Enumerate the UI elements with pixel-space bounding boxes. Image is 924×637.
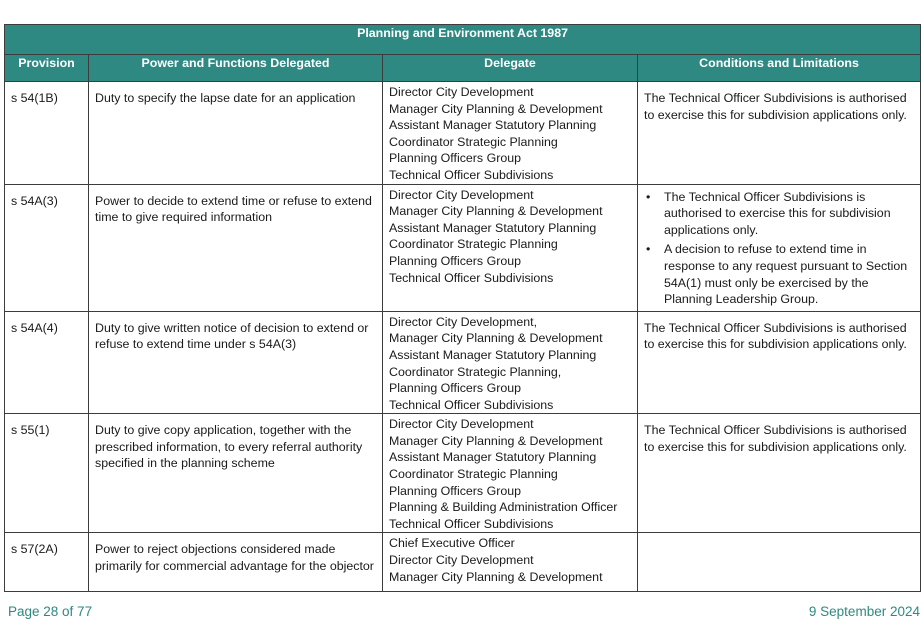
table-row [5, 533, 921, 592]
header-conditions: Conditions and Limitations [638, 55, 921, 82]
delegate-item: Director City Development [389, 187, 534, 202]
delegate-item: Planning Officers Group [389, 151, 522, 166]
bullet-icon: • [646, 189, 651, 204]
delegate-item: Planning & Building Administration Officer [389, 500, 618, 515]
delegate-item: Assistant Manager Statutory Planning [389, 220, 597, 235]
delegate-item: Director City Development [389, 417, 534, 432]
delegate-item: Manager City Planning & Development [389, 569, 603, 584]
conditions-cell: The Technical Officer Subdivisions is authorised to exercise this for subdivision applications only. [638, 311, 921, 414]
condition-text: A decision to refuse to extend time in response to any request pursuant to Section 54A(1) must only be exercised by the Planning Leadership Group. [664, 242, 908, 307]
delegate-cell [383, 184, 638, 311]
delegation-table [4, 24, 921, 592]
header-provision: Provision [5, 55, 89, 82]
table-row [5, 82, 921, 185]
delegate-item: Manager City Planning & Development [389, 204, 603, 219]
delegate-item: Director City Development, [389, 314, 538, 329]
conditions-cell: The Technical Officer Subdivisions is authorised to exercise this for subdivision applications only. [638, 414, 921, 533]
function-cell: Power to reject objections considered made primarily for commercial advantage for the objector [89, 533, 383, 592]
delegate-item: Manager City Planning & Development [389, 101, 603, 116]
delegate-item: Director City Development [389, 85, 534, 99]
delegate-item: Manager City Planning & Development [389, 433, 603, 448]
delegate-cell [383, 533, 638, 592]
condition-text: The Technical Officer Subdivisions is authorised to exercise this for subdivision applications only. [664, 189, 891, 237]
delegate-item: Coordinator Strategic Planning [389, 237, 558, 252]
delegate-item: Technical Officer Subdivisions [389, 397, 554, 412]
function-cell: Duty to give written notice of decision to extend or refuse to extend time under s 54A(3) [89, 311, 383, 414]
function-cell: Duty to specify the lapse date for an application [89, 82, 383, 185]
delegate-item: Coordinator Strategic Planning [389, 134, 558, 149]
delegate-item: Coordinator Strategic Planning, [389, 364, 562, 379]
delegate-item: Manager City Planning & Development [389, 331, 603, 346]
provision-cell: s 54A(3) [5, 184, 89, 311]
function-cell: Power to decide to extend time or refuse to extend time to give required information [89, 184, 383, 311]
act-title: Planning and Environment Act 1987 [5, 25, 921, 55]
list-item [644, 241, 914, 307]
delegate-item: Technical Officer Subdivisions [389, 516, 554, 531]
delegate-item: Director City Development [389, 553, 534, 568]
conditions-cell [638, 184, 921, 311]
delegate-item: Chief Executive Officer [389, 536, 515, 551]
header-delegate: Delegate [383, 55, 638, 82]
delegate-item: Assistant Manager Statutory Planning [389, 450, 597, 465]
provision-cell: s 55(1) [5, 414, 89, 533]
document-date: 9 September 2024 [808, 604, 920, 619]
provision-cell: s 54(1B) [5, 82, 89, 185]
delegate-item: Technical Officer Subdivisions [389, 167, 554, 182]
conditions-cell: The Technical Officer Subdivisions is authorised to exercise this for subdivision applications only. [638, 82, 921, 185]
provision-cell: s 54A(4) [5, 311, 89, 414]
conditions-list [644, 189, 914, 308]
table-row [5, 414, 921, 533]
delegate-cell [383, 414, 638, 533]
delegate-cell [383, 82, 638, 185]
function-cell: Duty to give copy application, together with the prescribed information, to every referral authority specified in the planning scheme [89, 414, 383, 533]
delegate-item: Coordinator Strategic Planning [389, 467, 558, 482]
delegate-cell [383, 311, 638, 414]
delegate-item: Planning Officers Group [389, 381, 522, 396]
table-row [5, 184, 921, 311]
delegate-item: Assistant Manager Statutory Planning [389, 118, 597, 133]
bullet-icon: • [646, 242, 651, 257]
table-row [5, 311, 921, 414]
header-functions: Power and Functions Delegated [89, 55, 383, 82]
list-item [644, 189, 914, 239]
delegate-item: Planning Officers Group [389, 483, 522, 498]
delegate-item: Assistant Manager Statutory Planning [389, 347, 597, 362]
delegate-item: Planning Officers Group [389, 253, 522, 268]
provision-cell: s 57(2A) [5, 533, 89, 592]
page-number: Page 28 of 77 [8, 604, 93, 619]
conditions-cell [638, 533, 921, 592]
delegate-item: Technical Officer Subdivisions [389, 270, 554, 285]
